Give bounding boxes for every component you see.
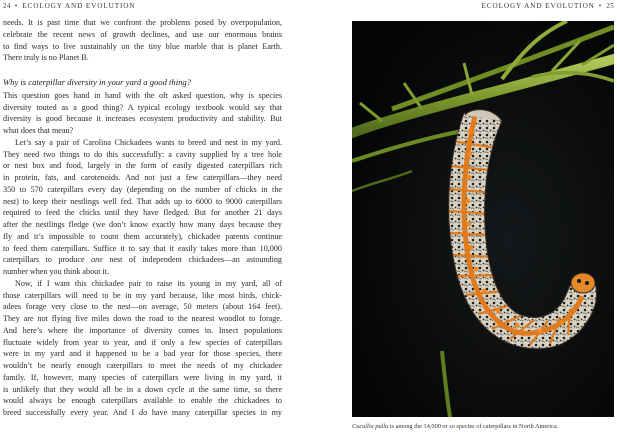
emphasis-one: one <box>91 255 103 265</box>
emphasis-do: do <box>139 408 148 417</box>
text-line: to feed them caterpillars. Suffice it to say that it easily takes more than 10,000 <box>3 243 282 253</box>
caterpillar-illustration <box>352 21 614 417</box>
text-line: This question goes hand in hand with the oft asked question, why is species <box>3 90 282 100</box>
text-line: Now, if I want this chickadee pair to raise its young in my yard, all of <box>15 278 282 288</box>
text-line: There truly is no Planet B. <box>3 53 89 63</box>
text-line: caterpillars to produce one nest of independent chickadees—an astounding <box>3 255 282 265</box>
left-running-header: 24 • ECOLOGY AND EVOLUTION <box>3 2 136 10</box>
text-line: after the nestlings fledge (we don’t know exactly how many days because they <box>3 220 282 229</box>
text-line: is unlikely that they would all be in a down cycle at the same time, so there <box>3 384 282 394</box>
text-line: Let’s say a pair of Carolina Chickadees wants to breed and nest in my yard. <box>15 137 282 147</box>
text-line: nest) to keep their nestlings well fed. That adds up to 6000 to 9000 caterpillars <box>3 196 282 206</box>
left-page-body <box>3 17 282 419</box>
text-line: adees forage very close to the nest—on average, 50 meters (about 164 feet). <box>3 302 282 312</box>
text-line: what does that mean? <box>3 126 74 135</box>
text-line: required to feed the chicks until they have fledged. But for another 21 days <box>3 208 282 218</box>
text-line: And here’s where the importance of diversity comes in. Insect populations <box>3 325 282 335</box>
text-line: in protein, fats, and carotenoids. And not just a few caterpillars—they need <box>3 173 282 182</box>
caption-text: is among the 14,000 or so species of caterpillars in North America. <box>388 423 559 430</box>
text-line: family. If, however, many species of caterpillars were living in my yard, it <box>3 372 282 382</box>
text-line: were in my yard and it happened to be a bad year for those species, there <box>3 349 282 359</box>
right-running-title: ECOLOGY AND EVOLUTION <box>481 2 595 10</box>
paragraph-diversity-question <box>3 90 282 137</box>
left-page-number: 24 <box>3 2 11 10</box>
caterpillar-photo <box>352 21 614 417</box>
photo-caption <box>352 423 617 430</box>
text-line: breed successfully every year. And I do have many caterpillar species in my <box>3 408 282 417</box>
question-heading: Why is caterpillar diversity in your yard a good thing? <box>3 77 192 87</box>
right-running-header: ECOLOGY AND EVOLUTION • 25 <box>481 2 614 10</box>
text-line: diversity touted as a good thing? A typical ecology textbook would say that <box>3 102 282 112</box>
caption-species-name: Cucullia pulla <box>352 423 389 430</box>
paragraph-diversity-importance <box>3 278 282 419</box>
text-line: or nest box and food, largely in the form of easily digested caterpillars rich <box>3 161 282 171</box>
text-line: celebrate the recent news of growth declines, and use our enormous brains <box>3 29 282 39</box>
right-page-number: 25 <box>606 2 614 10</box>
text-line: diversity is good because it increases ecosystem productivity and stability. But <box>3 114 282 124</box>
text-line: They are not flying five miles down the road to the nearest woodlot to forage. <box>3 314 282 323</box>
text-line: They need two things to do this successfully: a cavity supplied by a tree hole <box>3 149 282 159</box>
text-line: those caterpillars will need to be in my yard because, like most birds, chick- <box>3 290 282 300</box>
left-running-title: ECOLOGY AND EVOLUTION <box>22 2 136 10</box>
text-line: 350 to 570 caterpillars every day (depending on the number of chicks in the <box>3 184 282 194</box>
text-line: fluctuate widely from year to year, and if only a few species of caterpillars <box>3 337 282 347</box>
text-line: number when you think about it. <box>3 267 110 276</box>
paragraph-overpopulation <box>3 17 282 64</box>
text-line: wouldn’t be nearly enough caterpillars to meet the needs of my chickadee <box>3 361 282 370</box>
text-line: fly and it’s impossible to count them accurately), chickadee parents continue <box>3 231 282 241</box>
text-line: would always be enough caterpillars available to enable the chickadees to <box>3 396 282 406</box>
text-line: to find ways to live sustainably on the tiny blue marble that is planet Earth. <box>3 41 282 51</box>
paragraph-chickadees <box>3 137 282 278</box>
text-line: needs. It is past time that we confront the problems posed by overpopulation, <box>3 18 282 27</box>
